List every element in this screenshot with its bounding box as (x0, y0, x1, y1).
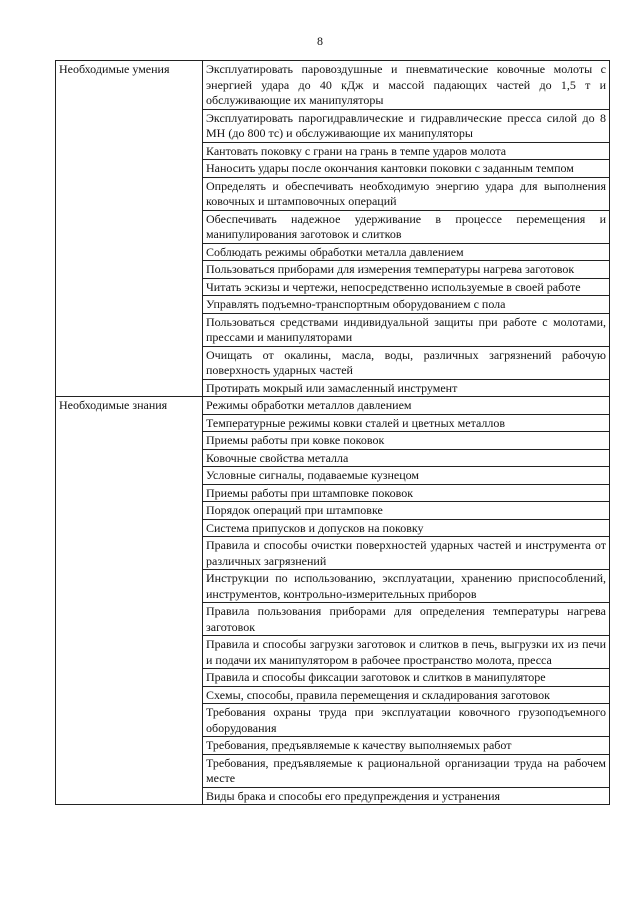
requirement-item: Правила пользования приборами для определения температуры нагрева заготовок (203, 603, 610, 636)
requirement-item: Наносить удары после окончания кантовки поковки с заданным темпом (203, 160, 610, 178)
requirement-item: Ковочные свойства металла (203, 449, 610, 467)
requirement-item: Приемы работы при ковке поковок (203, 432, 610, 450)
requirement-item: Инструкции по использованию, эксплуатации, хранению приспособлений, инструментов, контрольно-измерительных приборов (203, 570, 610, 603)
requirement-item: Приемы работы при штамповке поковок (203, 484, 610, 502)
requirement-item: Виды брака и способы его предупреждения и устранения (203, 787, 610, 805)
requirement-item: Правила и способы фиксации заготовок и слитков в манипуляторе (203, 669, 610, 687)
requirement-item: Правила и способы очистки поверхностей ударных частей и инструмента от различных загрязнений (203, 537, 610, 570)
requirement-item: Пользоваться средствами индивидуальной защиты при работе с молотами, прессами и манипуляторами (203, 313, 610, 346)
requirement-item: Очищать от окалины, масла, воды, различных загрязнений рабочую поверхность ударных частей (203, 346, 610, 379)
requirement-item: Пользоваться приборами для измерения температуры нагрева заготовок (203, 261, 610, 279)
requirement-item: Требования охраны труда при эксплуатации ковочного грузоподъемного оборудования (203, 704, 610, 737)
requirement-item: Определять и обеспечивать необходимую энергию удара для выполнения ковочных и штамповочных операций (203, 177, 610, 210)
requirement-item: Эксплуатировать паровоздушные и пневматические ковочные молоты с энергией удара до 40 кДж и массой падающих частей до 1,5 т и обслуживающие их манипуляторы (203, 61, 610, 110)
requirement-item: Порядок операций при штамповке (203, 502, 610, 520)
requirement-item: Схемы, способы, правила перемещения и складирования заготовок (203, 686, 610, 704)
requirement-item: Эксплуатировать парогидравлические и гидравлические пресса силой до 8 МН (до 800 тс) и обслуживающие их манипуляторы (203, 109, 610, 142)
table-row (56, 61, 610, 110)
requirements-table (55, 60, 610, 805)
table-row (56, 397, 610, 415)
requirement-item: Протирать мокрый или замасленный инструмент (203, 379, 610, 397)
requirements-table-body (56, 61, 610, 805)
requirement-item: Температурные режимы ковки сталей и цветных металлов (203, 414, 610, 432)
section-label: Необходимые знания (56, 397, 203, 805)
requirement-item: Соблюдать режимы обработки металла давлением (203, 243, 610, 261)
requirement-item: Управлять подъемно-транспортным оборудованием с пола (203, 296, 610, 314)
requirement-item: Условные сигналы, подаваемые кузнецом (203, 467, 610, 485)
requirement-item: Обеспечивать надежное удерживание в процессе перемещения и манипулирования заготовок и слитков (203, 210, 610, 243)
requirement-item: Правила и способы загрузки заготовок и слитков в печь, выгрузки их из печи и подачи их манипулятором в рабочее пространство молота, пресса (203, 636, 610, 669)
requirement-item: Режимы обработки металлов давлением (203, 397, 610, 415)
section-label: Необходимые умения (56, 61, 203, 397)
page-number: 8 (317, 34, 323, 48)
requirement-item: Читать эскизы и чертежи, непосредственно используемые в своей работе (203, 278, 610, 296)
requirement-item: Требования, предъявляемые к качеству выполняемых работ (203, 737, 610, 755)
requirement-item: Требования, предъявляемые к рациональной организации труда на рабочем месте (203, 754, 610, 787)
requirement-item: Система припусков и допусков на поковку (203, 519, 610, 537)
requirement-item: Кантовать поковку с грани на грань в темпе ударов молота (203, 142, 610, 160)
